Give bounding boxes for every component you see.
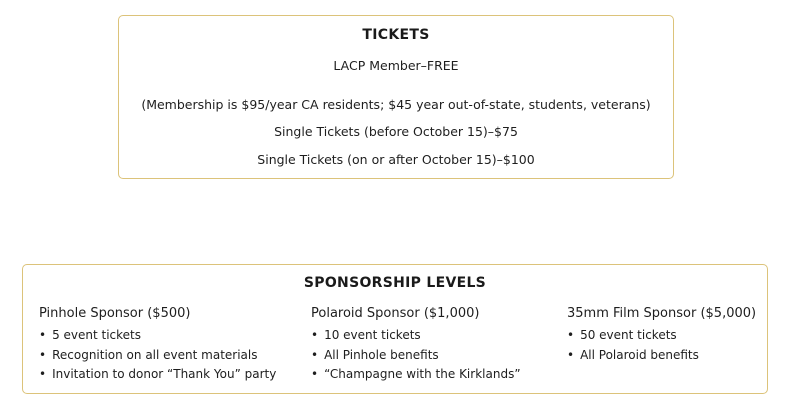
ticket-single-late: Single Tickets (on or after October 15)–$100 [257, 152, 535, 167]
ticket-membership-note: (Membership is $95/year CA residents; $45 year out-of-state, students, veterans) [141, 97, 651, 112]
benefit-item: • Recognition on all event materials [39, 346, 276, 366]
benefit-item: • All Pinhole benefits [311, 346, 521, 366]
benefit-item: • All Polaroid benefits [567, 346, 756, 366]
benefit-item: • Invitation to donor “Thank You” party [39, 365, 276, 385]
benefit-item: • 5 event tickets [39, 326, 276, 346]
sponsor-level-polaroid [311, 305, 521, 385]
tickets-title: TICKETS [362, 27, 430, 43]
benefit-list [567, 326, 756, 365]
benefit-item: • “Champagne with the Kirklands” [311, 365, 521, 385]
sponsorship-box [22, 264, 768, 394]
ticket-member-line: LACP Member–FREE [333, 58, 459, 73]
sponsor-level-name: Polaroid Sponsor ($1,000) [311, 306, 480, 321]
benefit-item: • 10 event tickets [311, 326, 521, 346]
ticket-single-early: Single Tickets (before October 15)–$75 [274, 124, 518, 139]
benefit-list [39, 326, 276, 385]
benefit-item: • 50 event tickets [567, 326, 756, 346]
tickets-box [118, 15, 674, 179]
sponsor-level-35mm [567, 305, 756, 365]
sponsor-level-name: 35mm Film Sponsor ($5,000) [567, 306, 757, 321]
sponsor-level-pinhole [39, 305, 276, 385]
benefit-list [311, 326, 521, 385]
sponsor-level-name: Pinhole Sponsor ($500) [39, 306, 191, 321]
sponsorship-title: SPONSORSHIP LEVELS [303, 275, 487, 291]
